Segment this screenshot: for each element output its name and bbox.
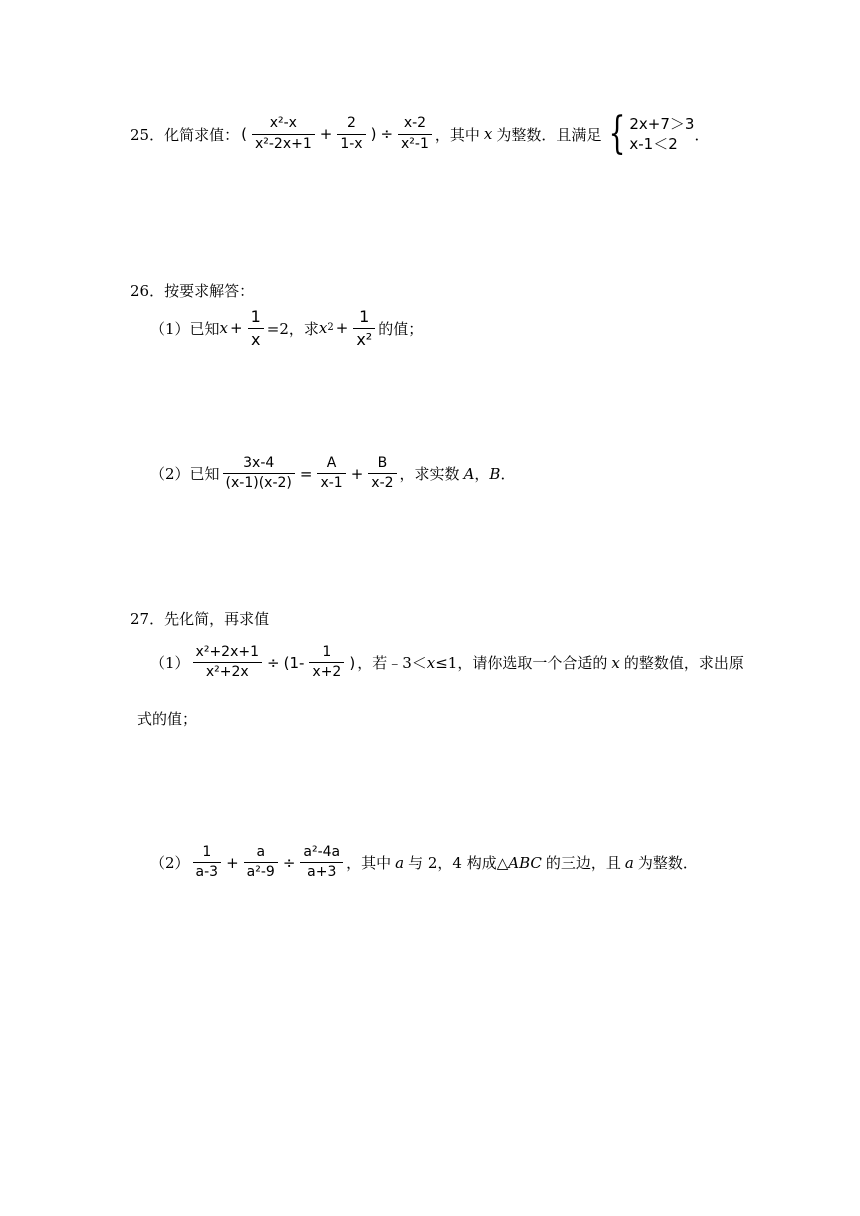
q26-p1-plus2: + [335, 319, 349, 338]
q25-end: ． [694, 125, 710, 144]
q26-part2 [150, 456, 515, 492]
q27-p2-a: a [395, 853, 405, 872]
q26-lead: 按要求解答： [164, 282, 255, 300]
q26-p1-label: （1）已知 [150, 319, 220, 338]
q27-heading [130, 608, 269, 629]
q27-p1-fraction-2: $\frac{1}{x+2}$ [309, 645, 344, 681]
q25-open-paren: ( [241, 125, 247, 143]
q27-p1-paren-open: (1- [283, 653, 305, 672]
q27-p2-fraction-2: $\frac{a}{\text{a²-9}}$ [244, 845, 278, 881]
q27-p2-plus: + [226, 853, 239, 872]
q27-p1-line2: 式的值； [137, 710, 198, 728]
q25-inequality-system [603, 108, 695, 159]
q27-p1-tail-b: ≤1，请你选取一个合适的 [435, 654, 608, 673]
q27-p2-label: （2） [150, 854, 190, 873]
q27-p1-label: （1） [150, 654, 190, 673]
q26-p2-b: B [489, 464, 501, 483]
q27-p1-divide: ÷ [267, 653, 280, 672]
q27-part1 [150, 645, 744, 681]
q26-p1-x2: x [318, 319, 328, 338]
q26-p2-comma: ， [474, 465, 490, 484]
q25-frac1-den: x²-2x+1 [254, 135, 312, 152]
q27-p2-divide: ÷ [282, 853, 296, 872]
q25-divide: ÷ [380, 125, 394, 143]
q26-p1-fraction: $\frac{1}{x}$ [248, 308, 264, 348]
q26-p2-fraction-a: $\frac{A}{x-1}$ [317, 456, 345, 492]
q27-p1-tail-c: 的整数值，求出原 [623, 654, 744, 673]
q26-heading [130, 280, 254, 301]
q25-tail: ，其中 [434, 125, 480, 144]
q27-p1-x2: x [611, 653, 620, 672]
q26-p2-fraction: $\frac{3x-4}{(x-1)(x-2)}$ [223, 456, 295, 492]
q25-tail2: 为整数．且满足 [496, 125, 602, 144]
q26-p1-x: x [219, 319, 229, 338]
q27-p1-paren-close: ) [349, 653, 356, 672]
q25-fraction-2 [337, 116, 365, 152]
q25-lead: 化简求值： [164, 125, 240, 144]
q26-p1-eq: =2，求 [266, 319, 319, 338]
q25-frac3-num: x-2 [403, 115, 427, 132]
q25-sys-line2: x-1＜2 [629, 135, 678, 153]
q27-p1-x: x [426, 653, 436, 672]
q26-p2-end: ． [500, 465, 516, 484]
q26-p1-fraction-2: $\frac{1}{\text{x²}}$ [353, 308, 375, 348]
q26-part1: （1）已知 x + $\frac{1}{x}$ =2，求 x 2 + $\frac{1}{\text{x²}}$ 的值； [150, 307, 424, 349]
q26-p1-tail: 的值； [378, 319, 424, 338]
q27-part1-line2 [137, 708, 197, 729]
q27-number: 27． [130, 610, 165, 628]
q26-p2-tail: ，求实数 [399, 465, 460, 484]
q25-close-paren: ) [370, 125, 377, 143]
q25-fraction-3 [398, 116, 432, 152]
q26-p2-eq: = [299, 464, 313, 483]
q27-p2-tail-d: 为整数． [637, 854, 698, 873]
q26-p2-label: （2）已知 [150, 465, 220, 484]
q25-frac3-den: x²-1 [401, 135, 429, 152]
q26-p1-plus: + [230, 319, 243, 338]
q27-p2-tail-c: 的三边，且 [545, 854, 621, 873]
q27-lead: 先化简，再求值 [164, 610, 270, 628]
q25-plus: + [319, 125, 333, 143]
q27-p1-tail-a: ，若﹣3＜ [357, 654, 427, 673]
q27-p2-abc: ABC [508, 853, 542, 872]
q25-sys-line1: 2x+7＞3 [629, 114, 695, 133]
q25-var: x [483, 125, 493, 143]
q26-p2-a: A [463, 464, 475, 483]
q26-p2-fraction-b: $\frac{B}{x-2}$ [368, 456, 396, 492]
q25-frac2-num: 2 [346, 115, 356, 132]
q27-p2-tail-b: 与 2，4 构成△ [408, 854, 509, 873]
q27-part2 [150, 845, 698, 881]
q25-frac2-den: 1-x [340, 135, 363, 152]
left-brace-icon: { [608, 108, 626, 159]
q25-fraction-1 [252, 116, 315, 152]
q26-p2-plus: + [350, 464, 364, 483]
q27-p2-tail-a: ，其中 [346, 854, 392, 873]
q27-p2-fraction-3: $\frac{\text{a²-4a}}{a+3}$ [300, 845, 343, 881]
q26-number: 26． [130, 282, 165, 300]
q27-p2-a2: a [624, 853, 634, 872]
q27-p1-fraction: $\frac{\text{x²+2x+1}}{\text{x²+2x}}$ [193, 645, 262, 681]
q25-number: 25． [130, 125, 165, 144]
q25-line [130, 108, 710, 159]
q25-frac1-num: x²-x [269, 115, 297, 132]
q27-p2-fraction-1: $\frac{1}{a-3}$ [193, 845, 222, 881]
